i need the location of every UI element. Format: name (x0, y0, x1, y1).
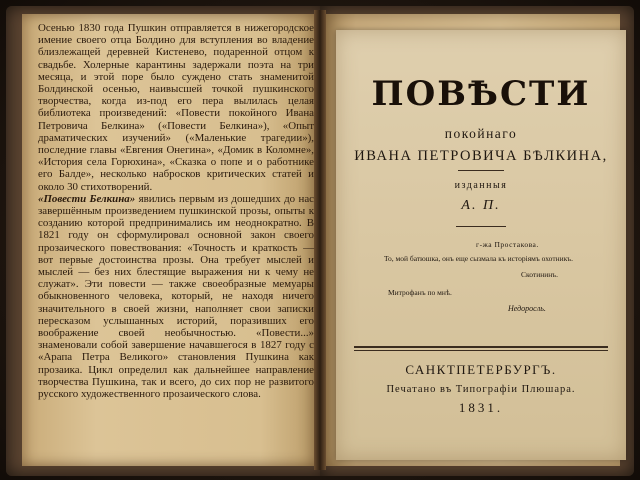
author-initials: А. П. (461, 198, 501, 213)
paragraph-belkin (38, 193, 314, 400)
epigraph-speaker: Скотининъ. (521, 270, 559, 279)
divider (458, 170, 504, 171)
divider (456, 226, 506, 227)
title-line-3: изданныя (454, 180, 508, 191)
divider (354, 350, 608, 351)
paragraph-boldino: Осенью 1830 года Пушкин отправляется в нижегородское имение своего отца Болдино для вступления во владение близлежащей деревней Кистенево, подаренной отцом к свадьбе. Холерные карантины задержали поэта на три месяца, и этой поре было суждено стать знаменитой Болдинской осенью, наивысшей точкой пушкинского творчества, когда из-под его пера вылилась целая библиотека произведений: «Повести покойного Ивана Петровича Белкина» («Повести Белкина»), «Опыт драматических изучений» («Маленькие трагедии»), последние главы «Евгения Онегина», «Домик в Коломне», «История села Горюхина», «Сказка о попе и о работнике его Балде», несколько набросков критических статей и около 30 стихотворений. (38, 22, 314, 193)
epigraph-reply: Митрофанъ по мнѣ. (388, 288, 452, 297)
epigraph-text: То, мой батюшка, онъ еще сызмала къ исторiямъ охотникъ. (384, 254, 574, 263)
title-page-image (336, 30, 626, 460)
year: 1831. (458, 400, 504, 415)
book-spine (314, 10, 326, 470)
paragraph-lead: «Повести Белкина» (38, 192, 136, 205)
epigraph-source: Недоросль. (508, 304, 546, 313)
book-title: ПОВѢСТИ (371, 74, 591, 114)
title-line-2: ИВАНА ПЕТРОВИЧА БѢЛКИНА, (354, 148, 608, 164)
article-text (38, 22, 314, 400)
epigraph-attrib: г-жа Простакова. (476, 240, 539, 249)
divider (354, 346, 608, 348)
paragraph-body: явились первым из дошедших до нас завершённым произведением пушкинской прозы, опыты к созданию которой предпринимались им неоднократно. В 1821 году он сформулировал основной закон своего прозаического повествования: «Точность и краткость — вот первые достоинства прозы. Она требует мыслей и мыслей — без них блестящие выражения ни к чему не служат». Эти повести — также своеобразные мемуары обыкновенного человека, который, не находя ничего значительного в своей жизни, наполняет свои записки пересказом услышанных историй, поразивших его воображение своей необычностью. «Повести...» знаменовали собой завершение начавшегося в 1827 году с «Арапа Петра Великого» становления Пушкина как прозаика. Цикл определил как дальнейшее направление творчества Пушкина, так и всего, до сих пор не развитого русского художественного прозаического слова. (38, 192, 315, 401)
city: САНКТПЕТЕРБУРГЪ. (405, 362, 557, 377)
printer: Печатано въ Типографiи Плюшара. (386, 384, 576, 395)
title-line-1: покойнаго (444, 126, 518, 141)
